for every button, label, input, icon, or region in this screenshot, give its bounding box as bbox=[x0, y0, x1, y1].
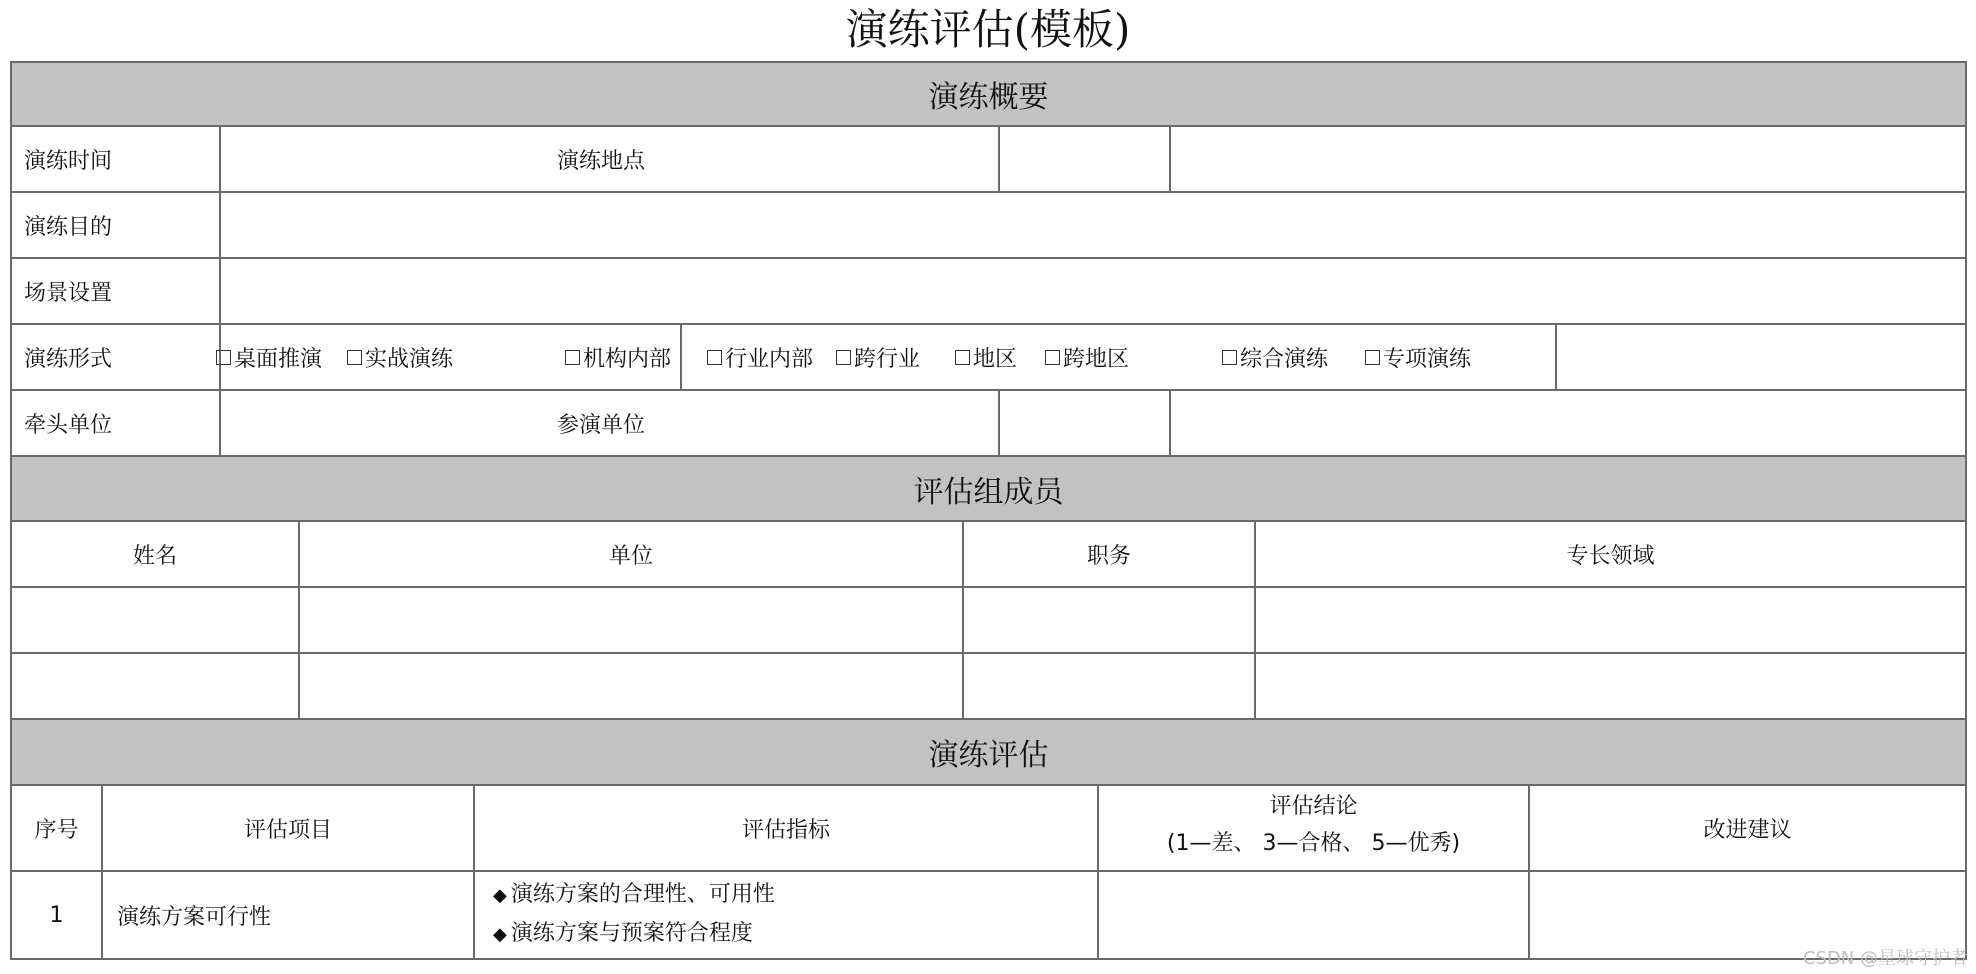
team-row-1-name[interactable] bbox=[10, 586, 300, 654]
participant-spacer-cell bbox=[998, 389, 1171, 457]
option-cross-industry[interactable]: 跨行业 bbox=[836, 342, 920, 373]
option-special[interactable]: 专项演练 bbox=[1365, 342, 1471, 373]
form-extra-cell bbox=[1555, 323, 1967, 391]
overview-section-header bbox=[10, 61, 1967, 127]
eval-header-no: 序号 bbox=[10, 784, 103, 872]
lead-unit-label-cell: 牵头单位 bbox=[10, 389, 221, 457]
team-row-2-name[interactable] bbox=[10, 652, 300, 720]
eval-row-1-conclusion[interactable] bbox=[1097, 870, 1530, 960]
evaluation-heading: 演练评估 bbox=[928, 738, 1049, 773]
option-cross-region[interactable]: 跨地区 bbox=[1045, 342, 1129, 373]
checkbox-icon bbox=[1222, 350, 1237, 365]
option-internal[interactable]: 机构内部 bbox=[565, 342, 671, 373]
purpose-value-cell[interactable] bbox=[219, 191, 1967, 259]
scenario-label-cell: 场景设置 bbox=[10, 257, 221, 325]
checkbox-icon bbox=[955, 350, 970, 365]
option-industry-internal[interactable]: 行业内部 bbox=[707, 342, 813, 373]
location-spacer-cell bbox=[998, 125, 1171, 193]
participant-units-label: 参演单位 bbox=[557, 412, 646, 438]
checkbox-icon bbox=[707, 350, 722, 365]
option-tabletop[interactable]: 桌面推演 bbox=[216, 342, 322, 373]
team-header-name: 姓名 bbox=[10, 520, 300, 588]
eval-row-1-indicators bbox=[473, 870, 1099, 960]
team-header-expertise: 专长领域 bbox=[1254, 520, 1967, 588]
option-region[interactable]: 地区 bbox=[955, 342, 1017, 373]
team-header-unit: 单位 bbox=[298, 520, 964, 588]
purpose-label-cell: 演练目的 bbox=[10, 191, 221, 259]
overview-heading: 演练概要 bbox=[928, 80, 1049, 115]
location-value-cell[interactable] bbox=[1169, 125, 1967, 193]
indicator-item: ◆ 演练方案的合理性、可用性 bbox=[493, 882, 775, 907]
watermark: CSDN @星球守护者 bbox=[1802, 948, 1968, 969]
page-title: 演练评估(模板) bbox=[845, 5, 1131, 54]
team-row-2-expertise[interactable] bbox=[1254, 652, 1967, 720]
eval-header-indicator: 评估指标 bbox=[473, 784, 1099, 872]
checkbox-icon bbox=[1045, 350, 1060, 365]
checkbox-icon bbox=[565, 350, 580, 365]
evaluation-form bbox=[10, 61, 1967, 964]
diamond-bullet-icon: ◆ bbox=[493, 885, 507, 906]
evaluation-section-header bbox=[10, 718, 1967, 786]
form-options bbox=[10, 323, 1555, 391]
option-live[interactable]: 实战演练 bbox=[347, 342, 453, 373]
indicator-item: ◆ 演练方案与预案符合程度 bbox=[493, 921, 753, 946]
team-row-1-expertise[interactable] bbox=[1254, 586, 1967, 654]
participant-units-value-cell[interactable] bbox=[1169, 389, 1967, 457]
diamond-bullet-icon: ◆ bbox=[493, 924, 507, 945]
checkbox-icon bbox=[836, 350, 851, 365]
scenario-value-cell[interactable] bbox=[219, 257, 1967, 325]
team-heading: 评估组成员 bbox=[913, 474, 1064, 510]
team-row-2-position[interactable] bbox=[962, 652, 1256, 720]
time-label-cell: 演练时间 bbox=[10, 125, 221, 193]
eval-header-item: 评估项目 bbox=[101, 784, 475, 872]
eval-row-1-item: 演练方案可行性 bbox=[101, 870, 475, 960]
lead-unit-value-cell[interactable] bbox=[219, 389, 1000, 457]
team-row-1-position[interactable] bbox=[962, 586, 1256, 654]
eval-header-conclusion: 评估结论 (1—差、 3—合格、 5—优秀) bbox=[1097, 784, 1530, 872]
option-comprehensive[interactable]: 综合演练 bbox=[1222, 342, 1328, 373]
eval-header-suggestion: 改进建议 bbox=[1528, 784, 1967, 872]
checkbox-icon bbox=[216, 350, 231, 365]
time-value-cell[interactable] bbox=[219, 125, 1000, 193]
checkbox-icon bbox=[1365, 350, 1380, 365]
team-row-2-unit[interactable] bbox=[298, 652, 964, 720]
eval-row-1-no: 1 bbox=[10, 870, 103, 960]
checkbox-icon bbox=[347, 350, 362, 365]
team-header-position: 职务 bbox=[962, 520, 1256, 588]
team-row-1-unit[interactable] bbox=[298, 586, 964, 654]
location-label: 演练地点 bbox=[557, 148, 646, 174]
form-label-cell: 演练形式 bbox=[10, 323, 221, 391]
team-section-header bbox=[10, 455, 1967, 522]
